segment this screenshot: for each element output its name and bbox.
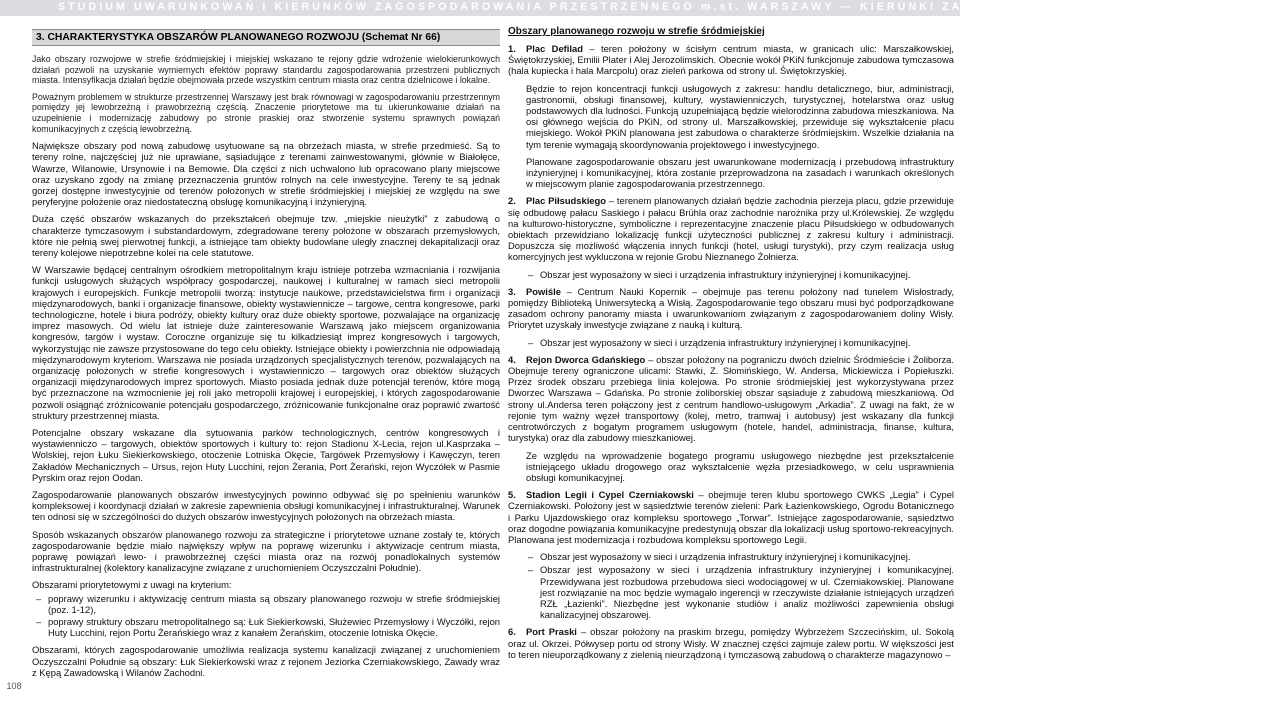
development-area-item <box>508 43 954 77</box>
item-extra-paragraph: Ze względu na wprowadzenie bogatego programu usługowego niezbędne jest przekształcenie istniejącego układu drogowego oraz wykształcenie węzła przesiadkowego, w celu usprawnienia obsługi komunikacyjnej. <box>526 449 954 483</box>
item-number: 5. <box>508 489 516 501</box>
paragraph-6: Potencjalne obszary wskazane dla sytuowania parków technologicznych, centrów kongresowych i wystawienniczo – targowych, obiektów sportowych i kultury to: rejon Stadionu X-Lecia, rejon ul.Kasprzaka – Wolskiej, rejon Łuku Siekierkowskiego, otoczenie Lotniska Okęcie, Targówek Przemysłowy i Kawęczyn, teren Zakładów Mechanicznych – Ursus, rejon Huty Lucchini, rejon Żerania, Port Żerański, rejon Wyczółek w Pasmie Pyrskim oraz rejon Oodan. <box>32 427 500 483</box>
item-dash-entry: – Obszar jest wyposażony w sieci i urządzenia infrastruktury inżynieryjnej i komunikacyjnej. Przewidywana jest rozbudowa przebudowa sieci wodociągowej w ul. Czerniakowskiej. Planowane jest rozwiązanie na moc będzie wymagało ingerencji w rzeczywiste działanie istniejących urządzeń RZŁ „Łazienki”. Niezbędne jest wykonanie studiów i analiz możliwości zapewnienia obsługi kanalizacyjnej obszarowej. <box>526 564 954 620</box>
section-title: 3. CHARAKTERYSTYKA OBSZARÓW PLANOWANEGO ROZWOJU (Schemat Nr 66) <box>32 29 500 46</box>
item-description: – Centrum Nauki Kopernik – obejmuje pas terenu położony nad tunelem Wisłostrady, pomiędzy Biblioteką Uniwersytecką a Wisłą. Zagospodarowanie tego obszaru musi być podporządkowane zasadom ochrony panoramy miasta i uwarunkowaniom związanym z zagospodarowaniem doliny Wisły. Priorytet uzyskały inwestycje związane z nauką i kulturą. <box>508 285 954 331</box>
paragraph-5: W Warszawie będącej centralnym ośrodkiem metropolitalnym kraju istnieje potrzeba wzmacniania i rozwijania funkcji usługowych służących współpracy gospodarczej, naukowej i kulturalnej w ramach sieci metropolii krajowych i europejskich. Funkcje metropolii tworzą: instytucje naukowe, przedstawicielstwa firm i organizacji międzynarodowych, banki i organizacje finansowe, obiekty wystawiennicze – targowe, centra kongresowe, parki technologiczne, hotele i biura podróży, obiekty kultury oraz duże obiekty sportowe, pozwalające na organizację imprez masowych. Od wielu lat istnieje duże zainteresowanie Warszawą jako miejscem organizowania kongresów, targów i wystaw. Coroczne organizuje się tu kilkadziesiąt imprez kongresowych i targowych, wykorzystując nie zawsze przystosowane do tego celu obiekty. Istniejące obiekty i powierzchnia nie odpowiadają międzynarodowym kryteriom. Warszawa nie posiada urządzonych specjalistycznych terenów, pozwalających na organizację położonych w strefie kongresowych i wystawienniczo – targowych oraz obiektów służących organizacji międzynarodowych imprez sportowych. Miasto posiada jednak duże potencjał terenów, które mogą być przeznaczone na wzmocnienie jej roli jako metropolii krajowej i europejskiej, i których zagospodarowanie pozwoli osiągnąć zróżnicowanie potencjału gospodarczego, zróżnicowanie funkcjonalne oraz poprawić zwartość struktury przestrzennej miasta. <box>32 264 500 421</box>
item-dash-list <box>526 551 954 620</box>
right-column-title: Obszary planowanego rozwoju w strefie śródmiejskiej <box>508 26 765 37</box>
item-extra-paragraph: Będzie to rejon koncentracji funkcji usługowych z zakresu: handlu detalicznego, biur, administracji, gastronomii, obsługi finansowej, kultury, wystawienniczych, turystycznej, hotelarstwa oraz usług podstawowych dla ludności. Funkcją uzupełniającą będzie wielorodzinna zabudowa mieszkaniowa. Na osi głównego wejścia do PKiN, od strony ul. Marszałkowskiej, przewiduje się wykształcenie placu miejskiego. Wokół PKiN planowana jest zabudowa o charakterze śródmiejskim. Wszelkie działania na tym terenie wymagają skoordynowania projektowego i inwestycyjnego. <box>526 82 954 150</box>
development-area-item <box>508 489 954 545</box>
item-name: Plac Defilad <box>526 43 583 54</box>
paragraph-7: Zagospodarowanie planowanych obszarów inwestycyjnych powinno odbywać się po spełnieniu warunków kompleksowej i koordynacji działań w zakresie zapewnienia obsługi komunikacyjnej i infrastrukturalnej. Warunek ten odnosi się w szczególności do dużych obszarów inwestycyjnych położonych na obrzeżach miasta. <box>32 489 500 523</box>
paragraph-9: Obszarami, których zagospodarowanie umożliwia realizacja systemu kanalizacji związanej z uruchomieniem Oczyszczalni Południe są obszary: Łuk Siekierkowski wraz z rejonem Jeziorka Czerniakowskiego, Zawady wraz z Kępą Zawadowską i Wilanów Zachodni. <box>32 644 500 678</box>
item-name: Powiśle <box>526 285 561 297</box>
priority-intro: Obszarami priorytetowymi z uwagi na kryterium: <box>32 579 232 591</box>
development-area-item <box>508 626 954 660</box>
development-area-item <box>508 286 954 331</box>
paragraph-3: Największe obszary pod nową zabudowę usytuowane są na obrzeżach miasta, w strefie przedmieść. Są to tereny rolne, najczęściej już nie uprawiane, sąsiadujące z terenami zainwestowanymi, głównie w Białołęce, Wawrze, Wilanowie, Ursynowie i na Bemowie. Dla części z nich uchwalono lub opracowano plany miejscowe oraz uzyskano zgody na zmianę przeznaczenia gruntów rolnych na cele inwestycyjne. Tereny te są jednak gorzej dostępne inwestycyjnie od terenów położonych w strefie śródmiejskiej i miejskiej ze względu na swe peryferyjne położenie oraz niedostateczną obsługę komunikacyjną i inżynieryjną. <box>32 140 500 208</box>
item-name: Port Praski <box>526 626 577 638</box>
development-area-item <box>508 354 954 444</box>
development-area-item <box>508 195 954 262</box>
priority-item: – poprawy wizerunku i aktywizację centrum miasta są obszary planowanego rozwoju w strefie śródmiejskiej (poz. 1-12), <box>32 593 500 615</box>
development-area-list <box>508 43 954 660</box>
left-column <box>32 26 500 684</box>
item-dash-entry: – Obszar jest wyposażony w sieci i urządzenia infrastruktury inżynieryjnej i komunikacyjnej. <box>526 269 954 280</box>
paragraph-4: Duża część obszarów wskazanych do przekształceń obejmuje tzw. „miejskie nieużytki” z zabudową o charakterze tymczasowym i substandardowym, zdegradowane tereny położone w obszarach przemysłowych, które nie pełnią swej pierwotnej funkcji, a istniejące tam obiekty budowlane uległy znacznej dekapitalizacji oraz tereny kolejowe niepotrzebne kolei na cele statutowe. <box>32 213 500 258</box>
running-header <box>0 0 1262 16</box>
paragraph-8: Sposób wskazanych obszarów planowanego rozwoju za strategiczne i priorytetowe uznane zostały te, których zagospodarowanie będzie miało największy wpływ na poprawę wizerunku i aktywizacje centrum miasta, poprawę powiązań lewo- i prawobrzeżnej części miasta oraz na rozwój ponadlokalnych systemów infrastrukturalnej (kolektory kanalizacyjne związane z uruchomieniem Oczyszczalni Południe). <box>32 528 500 574</box>
item-number: 2. <box>508 195 516 207</box>
item-number: 1. <box>508 43 516 54</box>
item-dash-list <box>526 269 954 280</box>
item-description: – obejmuje teren klubu sportowego CWKS „Legia” i Cypel Czerniakowski. Położony jest w sąsiedztwie terenów zieleni: Park Łazienkowskiego, Ogrodu Botanicznego i Parku Ujazdowskiego oraz kompleksu sportowego „Torwar”. Istniejące zagospodarowanie, sąsiedztwo oraz dogodne powiązania komunikacyjne predestynują obszar dla lokalizacji usług sportowo-rekreacyjnych. Planowana jest modernizacja i rozbudowa kompleksu sportowego Legii. <box>508 489 954 545</box>
item-description: – terenem planowanych działań będzie zachodnia pierzeja placu, gdzie przewiduje się odbudowę pałacu Saskiego i pałacu Brühla oraz zachodnie narożnika przy ul.Królewskiej. Ze względu na kulturowo-historyczne, symboliczne i reprezentacyjne znaczenie placu Piłsudskiego w odbudowanych obiektach przewidziano lokalizację funkcji użyteczności publicznej z zakresu kultury i administracji. Dopuszcza się możliwość włączenia innych funkcji (hotel, usługi turystyki), przy czym realizacja usług komercyjnych jest wykluczona w rejonie Grobu Nieznanego Żołnierza. <box>508 195 954 263</box>
left-gutter <box>0 16 28 713</box>
item-number: 4. <box>508 353 516 365</box>
intro-paragraph-1: Jako obszary rozwojowe w strefie śródmiejskiej i miejskiej wskazano te rejony gdzie wdrożenie wielokierunkowych działań pozwoli na uzyskanie wymiernych efektów poprawy standardu zagospodarowania przestrzeni publicznych miasta. Intensyfikacja działań będzie obejmowała przede wszystkim centrum miasta oraz centra dzielnicowe i lokalne. <box>32 54 500 86</box>
item-number: 3. <box>508 285 516 297</box>
item-dash-entry: – Obszar jest wyposażony w sieci i urządzenia infrastruktury inżynieryjnej i komunikacyjnej. <box>526 551 954 562</box>
running-header-text: STUDIUM UWARUNKOWAŃ I KIERUNKÓW ZAGOSPODAROWANIA PRZESTRZENNEGO m.st. WARSZAWY — KIERUNKI ZAGOSPODAROWANIA PRZESTRZENNEGO <box>58 1 1262 13</box>
item-name: Plac Piłsudskiego <box>526 195 606 207</box>
item-description: – obszar położony na praskim brzegu, pomiędzy Wybrzeżem Szczecińskim, ul. Sokolą oraz ul. Okrzei. Półwysep portu od strony Wisły. W znacznej części zajmuje zalew portu. W większości jest to teren nieuporządkowany z zielenią nieurządzoną i tymczasową zabudową o charakterze magazynowo – <box>508 626 954 660</box>
item-description: – obszar położony na pograniczu dwóch dzielnic Śródmieście i Żoliborza. Obejmuje tereny ograniczone ulicami: Stawki, Z. Słomińskiego, W. Andersa, Mickiewicza i Popiełuszki. Przez środek obszaru przebiega linia kolejowa. Po stronie śródmiejskiej jest wykorzystywana przez Dworzec Warszawa – Gdańska. Po stronie żoliborskiej obszar sąsiaduje z zabudową mieszkaniową. Od strony ul.Andersa teren połączony jest z centrum handlowo-usługowym „Arkadia”. Z uwagi na fakt, że w rejonie tym ważny węzeł transportowy (kolej, metro, tramwaj i autobusy) jest wskazany dla funkcji centrotwórczych z bogatym programem usługowym (hotele, handel, administracja, finanse, kultura, turystyka) oraz dla zabudowy mieszkaniowej. <box>508 353 954 444</box>
item-dash-list <box>526 337 954 348</box>
item-description: – teren położony w ścisłym centrum miasta, w granicach ulic: Marszałkowskiej, Świętokrzyskiej, Emilii Plater i Alej Jerozolimskich. Obecnie wokół PKiN funkcjonuje zabudowa tymczasowa (hala kupiecka i hala Marcpolu) oraz zieleń parkowa od strony ul. Świętokrzyskiej. <box>508 43 954 77</box>
item-dash-entry: – Obszar jest wyposażony w sieci i urządzenia infrastruktury inżynieryjnej i komunikacyjnej. <box>526 337 954 348</box>
priority-list <box>32 593 500 639</box>
right-column <box>508 26 954 666</box>
item-number: 6. <box>508 626 516 638</box>
priority-item: – poprawy struktury obszaru metropolitalnego są: Łuk Siekierkowski, Służewiec Przemysłowy i Wyczółki, rejon Huty Lucchini, rejon Portu Żerańskiego wraz z kanałem Żerańskim, otoczenie lotniska Okęcie. <box>32 616 500 638</box>
intro-paragraph-2: Poważnym problemem w strukturze przestrzennej Warszawy jest brak równowagi w zagospodarowaniu przestrzennym pomiędzy jej lewobrzeżną i prawobrzeżną częścią. Znaczenie priorytetowe ma tu ukierunkowanie działań na uzupełnienie i modernizację zabudowy po stronie praskiej oraz stworzenie systemu sprawnych powiązań komunikacyjnych z częścią lewobrzeżną. <box>32 91 500 134</box>
page-number: 108 <box>6 681 22 691</box>
item-extra-paragraph: Planowane zagospodarowanie obszaru jest uwarunkowane modernizacją i przebudową infrastruktury inżynieryjnej i komunikacyjnej, która zostanie przeprowadzona na zasadach i warunkach określonych w miejscowym planie zagospodarowania przestrzennego. <box>526 155 954 190</box>
item-name: Rejon Dworca Gdańskiego <box>526 353 646 365</box>
item-name: Stadion Legii i Cypel Czerniakowski <box>526 489 694 501</box>
